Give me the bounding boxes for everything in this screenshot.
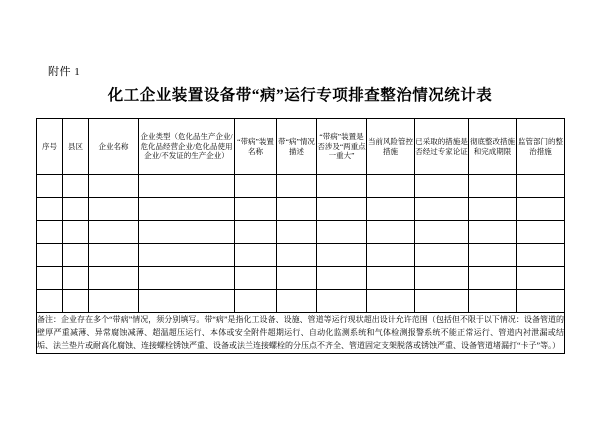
cell-enterprise-name[interactable]: [89, 267, 139, 290]
column-header-expert-check-label: 已采取的措施是否经过专家论证: [415, 137, 468, 156]
column-header-county-label: 县区: [68, 141, 83, 151]
cell-rectify-deadline[interactable]: [469, 290, 517, 313]
cell-expert-check[interactable]: [415, 244, 469, 267]
column-header-device-name: [235, 119, 277, 175]
cell-risk-level[interactable]: [367, 198, 415, 221]
cell-expert-check[interactable]: [415, 290, 469, 313]
cell-expert-check[interactable]: [415, 175, 469, 198]
column-header-sick-desc: [277, 119, 317, 175]
cell-device-name[interactable]: [235, 198, 277, 221]
cell-enterprise-name[interactable]: [89, 175, 139, 198]
cell-county[interactable]: [63, 198, 89, 221]
column-header-county: [63, 119, 89, 175]
column-header-enterprise-type-label: 企业类型（危化品生产企业/危化品经营企业/危化品使用企业/不发证的生产企业）: [140, 132, 233, 161]
table-body: [37, 175, 565, 354]
cell-seq[interactable]: [37, 175, 63, 198]
cell-expert-check[interactable]: [415, 221, 469, 244]
cell-sick-device-two-important[interactable]: [317, 267, 367, 290]
cell-risk-level[interactable]: [367, 244, 415, 267]
cell-supervisor[interactable]: [517, 267, 565, 290]
cell-seq[interactable]: [37, 290, 63, 313]
column-header-enterprise-type: [139, 119, 235, 175]
column-header-seq: [37, 119, 63, 175]
cell-rectify-deadline[interactable]: [469, 221, 517, 244]
cell-sick-device-two-important[interactable]: [317, 290, 367, 313]
column-header-sick-device-two-important-label: “带病”装置是否涉及“两重点一重大”: [317, 132, 366, 161]
cell-seq[interactable]: [37, 267, 63, 290]
cell-enterprise-name[interactable]: [89, 198, 139, 221]
cell-supervisor[interactable]: [517, 198, 565, 221]
cell-supervisor[interactable]: [517, 244, 565, 267]
table-row[interactable]: [37, 267, 565, 290]
cell-supervisor[interactable]: [517, 175, 565, 198]
page-title: 化工企业装置设备带“病”运行专项排查整治情况统计表: [107, 87, 493, 104]
column-header-rectify-deadline: [469, 119, 517, 175]
cell-sick-device-two-important[interactable]: [317, 244, 367, 267]
cell-expert-check[interactable]: [415, 267, 469, 290]
cell-rectify-deadline[interactable]: [469, 244, 517, 267]
cell-supervisor[interactable]: [517, 221, 565, 244]
column-header-risk-level-label: 当前风险管控措施: [368, 137, 413, 156]
column-header-sick-desc-label: 带“病”情况描述: [278, 137, 315, 156]
statistics-table: [36, 118, 565, 354]
cell-county[interactable]: [63, 175, 89, 198]
cell-sick-desc[interactable]: [277, 175, 317, 198]
cell-seq[interactable]: [37, 221, 63, 244]
cell-sick-device-two-important[interactable]: [317, 221, 367, 244]
cell-device-name[interactable]: [235, 267, 277, 290]
cell-sick-desc[interactable]: [277, 221, 317, 244]
table-notes-row: [37, 313, 565, 354]
table-notes-text: 备注：企业存在多个“带病”情况，须分别填写。带“病”是指化工设备、设施、管道等运行现状超出设计允许范围（包括但不限于以下情况：设备管道的壁厚严重减薄、异常腐蚀减薄、超温超压运行、本体或安全附件超期运行、自动化监测系统和气体检测报警系统不能正常运行、管道内衬泄漏或结垢、法兰垫片或耐高化腐蚀、连接螺栓锈蚀严重、设备或法兰连接螺栓的分压点不齐全、管道固定支架脱落或锈蚀严重、设备管道堵漏打“卡子”等。）: [37, 315, 564, 351]
cell-enterprise-type[interactable]: [139, 290, 235, 313]
table-header: [37, 119, 565, 175]
cell-expert-check[interactable]: [415, 198, 469, 221]
cell-county[interactable]: [63, 244, 89, 267]
column-header-enterprise-name-label: 企业名称: [98, 141, 129, 151]
cell-enterprise-name[interactable]: [89, 244, 139, 267]
cell-rectify-deadline[interactable]: [469, 175, 517, 198]
column-header-rectify-deadline-label: 彻底整改措施和完成期限: [470, 137, 515, 156]
cell-rectify-deadline[interactable]: [469, 267, 517, 290]
cell-risk-level[interactable]: [367, 267, 415, 290]
table-row[interactable]: [37, 175, 565, 198]
cell-sick-device-two-important[interactable]: [317, 198, 367, 221]
cell-sick-desc[interactable]: [277, 267, 317, 290]
cell-seq[interactable]: [37, 244, 63, 267]
table-notes-cell: [37, 313, 565, 354]
cell-device-name[interactable]: [235, 175, 277, 198]
cell-sick-desc[interactable]: [277, 290, 317, 313]
cell-seq[interactable]: [37, 198, 63, 221]
cell-sick-device-two-important[interactable]: [317, 175, 367, 198]
table-row[interactable]: [37, 244, 565, 267]
cell-device-name[interactable]: [235, 244, 277, 267]
cell-sick-desc[interactable]: [277, 244, 317, 267]
table-header-row: [37, 119, 565, 175]
cell-sick-desc[interactable]: [277, 198, 317, 221]
table-row[interactable]: [37, 198, 565, 221]
cell-enterprise-type[interactable]: [139, 267, 235, 290]
cell-enterprise-type[interactable]: [139, 221, 235, 244]
column-header-device-name-label: “带病”装置名称: [237, 137, 274, 156]
cell-device-name[interactable]: [235, 290, 277, 313]
cell-enterprise-name[interactable]: [89, 290, 139, 313]
cell-risk-level[interactable]: [367, 175, 415, 198]
column-header-supervisor-label: 监管部门的整治措施: [518, 137, 563, 156]
column-header-supervisor: [517, 119, 565, 175]
cell-supervisor[interactable]: [517, 290, 565, 313]
table-row[interactable]: [37, 221, 565, 244]
cell-enterprise-name[interactable]: [89, 221, 139, 244]
column-header-sick-device-two-important: [317, 119, 367, 175]
cell-county[interactable]: [63, 267, 89, 290]
cell-risk-level[interactable]: [367, 221, 415, 244]
cell-rectify-deadline[interactable]: [469, 198, 517, 221]
cell-county[interactable]: [63, 221, 89, 244]
attachment-label: 附件 1: [48, 66, 81, 78]
cell-device-name[interactable]: [235, 221, 277, 244]
column-header-enterprise-name: [89, 119, 139, 175]
cell-risk-level[interactable]: [367, 290, 415, 313]
table-row[interactable]: [37, 290, 565, 313]
column-header-risk-level: [367, 119, 415, 175]
column-header-seq-label: 序号: [42, 141, 57, 151]
cell-county[interactable]: [63, 290, 89, 313]
cell-enterprise-type[interactable]: [139, 175, 235, 198]
cell-enterprise-type[interactable]: [139, 198, 235, 221]
cell-enterprise-type[interactable]: [139, 244, 235, 267]
column-header-expert-check: [415, 119, 469, 175]
